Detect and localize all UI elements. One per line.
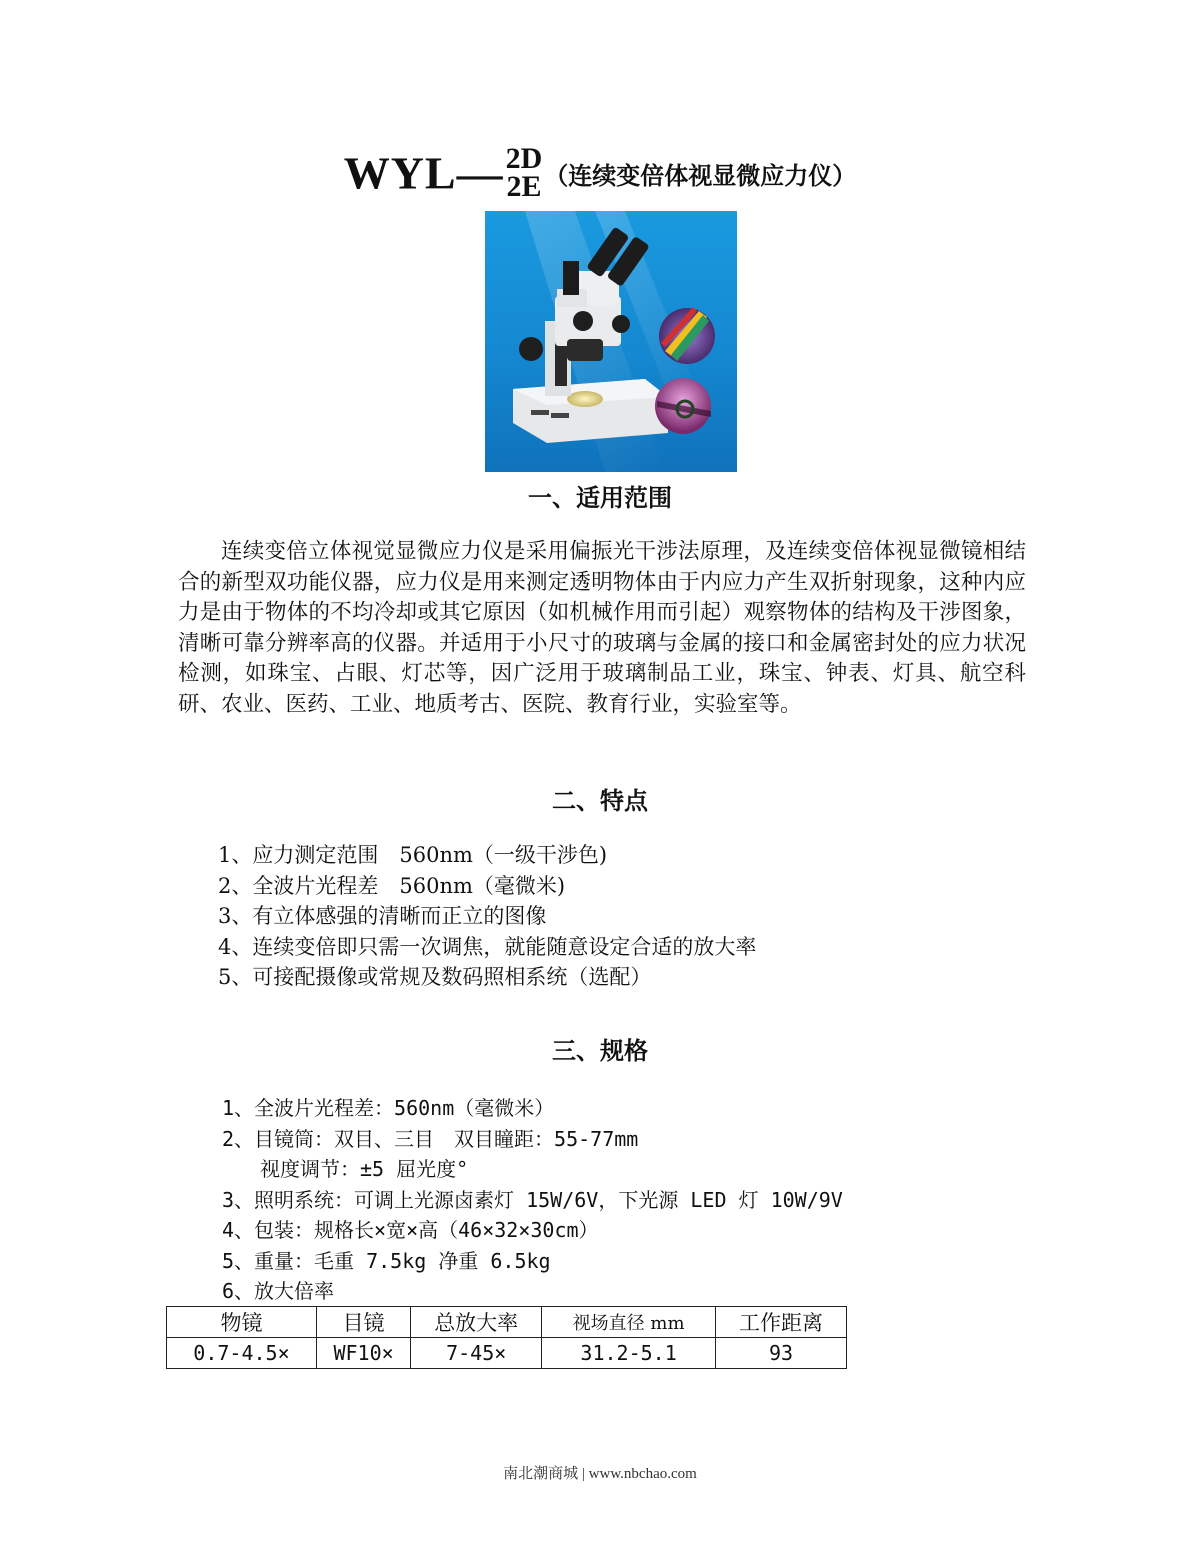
spec-item: 视度调节：±5 屈光度° bbox=[260, 1157, 469, 1181]
feature-item: 2、全波片光程差 560nm（毫微米) bbox=[218, 873, 566, 898]
section-heading-specs: 三、规格 bbox=[552, 1037, 648, 1065]
product-name: （连续变倍体视显微应力仪） bbox=[544, 161, 857, 190]
microscope-illustration bbox=[485, 211, 737, 472]
feature-item: 5、可接配摄像或常规及数码照相系统（选配） bbox=[218, 965, 652, 989]
table-header-cell: 总放大率 bbox=[411, 1307, 542, 1338]
feature-item: 4、连续变倍即只需一次调焦，就能随意设定合适的放大率 bbox=[218, 934, 757, 959]
spec-item: 3、照明系统：可调上光源卤素灯 15W/6V，下光源 LED 灯 10W/9V bbox=[222, 1187, 843, 1212]
page-footer: 南北潮商城 | www.nbchao.com bbox=[503, 1466, 697, 1482]
scope-paragraph: 连续变倍立体视觉显微应力仪是采用偏振光干涉法原理，及连续变倍体视显微镜相结合的新型双功能仪器，应力仪是用来测定透明物体由于内应力产生双折射现象，这种内应力是由于物体的不均冷却或其它原因（如机械作用而引起）观察物体的结构及干涉图象，清晰可靠分辨率高的仪器。并适用于小尺寸的玻璃与金属的接口和金属密封处的应力状况检测，如珠宝、占眼、灯芯等，因广泛用于玻璃制品工业，珠宝、钟表、灯具、航空科研、农业、医药、工业、地质考古、医院、教育行业，实验室等。 bbox=[178, 539, 1026, 717]
model-name: WYL— bbox=[343, 147, 504, 199]
specs-list bbox=[222, 1093, 843, 1307]
section-heading-features: 二、特点 bbox=[552, 787, 648, 815]
document-title bbox=[0, 142, 1200, 203]
feature-item: 3、有立体感强的清晰而正立的图像 bbox=[218, 904, 547, 928]
magnification-table bbox=[166, 1306, 847, 1369]
table-header-row bbox=[167, 1307, 847, 1338]
spec-item: 6、放大倍率 bbox=[222, 1279, 335, 1303]
variant-bottom: 2E bbox=[506, 170, 542, 203]
table-cell: 0.7-4.5× bbox=[167, 1338, 317, 1369]
spec-item: 2、目镜筒：双目、三目 双目瞳距：55-77mm bbox=[222, 1126, 639, 1151]
table-cell: WF10× bbox=[316, 1338, 410, 1369]
table-header-cell: 视场直径 mm bbox=[542, 1307, 716, 1338]
table-header-cell: 目镜 bbox=[316, 1307, 410, 1338]
spec-item: 5、重量：毛重 7.5kg 净重 6.5kg bbox=[222, 1248, 551, 1273]
table-header-cell: 物镜 bbox=[167, 1307, 317, 1338]
product-image bbox=[485, 211, 737, 472]
variant-top: 2D bbox=[505, 142, 543, 175]
table-cell: 7-45× bbox=[411, 1338, 542, 1369]
spec-item: 1、全波片光程差：560nm（毫微米） bbox=[222, 1096, 555, 1120]
table-cell: 93 bbox=[716, 1338, 847, 1369]
model-variants bbox=[505, 142, 543, 203]
feature-item: 1、应力测定范围 560nm（一级干涉色) bbox=[218, 843, 608, 867]
table-cell: 31.2-5.1 bbox=[542, 1338, 716, 1369]
spec-item: 4、包装：规格长×宽×高（46×32×30cm） bbox=[222, 1218, 599, 1242]
table-row bbox=[167, 1338, 847, 1369]
features-list bbox=[218, 840, 756, 993]
table-header-cell: 工作距离 bbox=[716, 1307, 847, 1338]
section-heading-scope: 一、适用范围 bbox=[528, 484, 672, 512]
